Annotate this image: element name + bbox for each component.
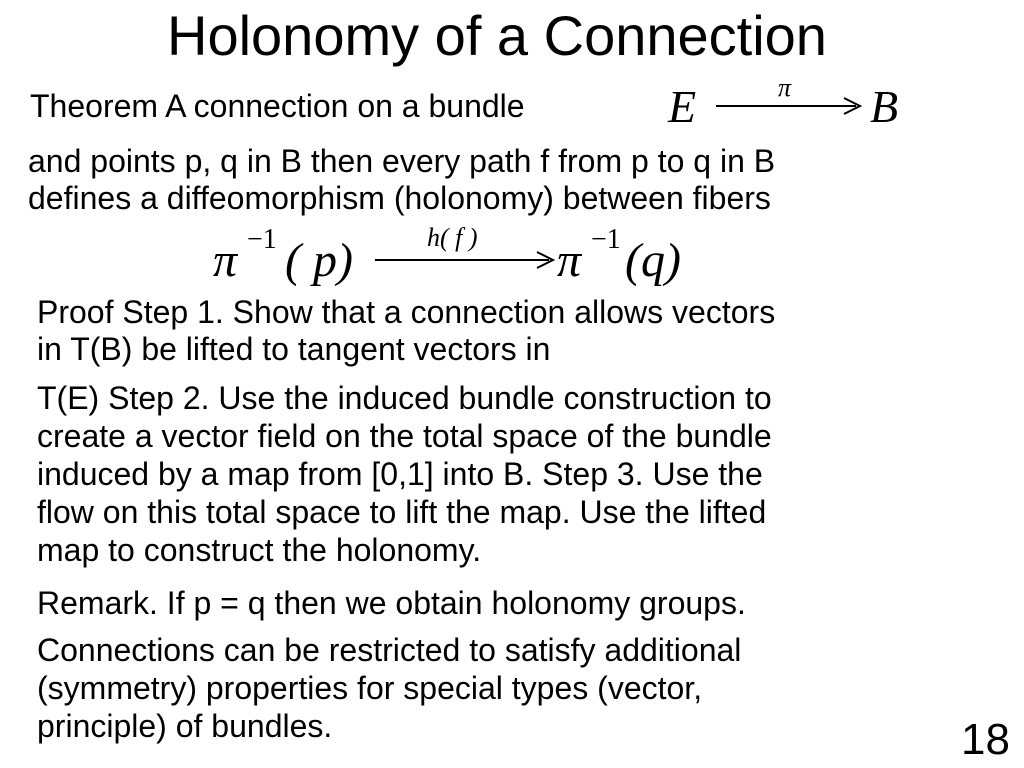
slide-title: Holonomy of a Connection: [167, 4, 827, 67]
proof-line-2: in T(B) be lifted to tangent vectors in: [37, 331, 551, 367]
inverse-exponent-source: −1: [247, 224, 277, 255]
holonomy-arrow-label: h( f ): [427, 223, 478, 252]
theorem-line-3: defines a diffeomorphism (holonomy) between fibers: [28, 180, 771, 216]
pi-symbol-target: π: [557, 234, 582, 287]
inverse-exponent-target: −1: [591, 224, 621, 255]
proof-line-6: flow on this total space to lift the map. Use the lifted: [37, 494, 767, 530]
bundle-target-symbol: B: [870, 81, 899, 132]
proof-line-7: map to construct the holonomy.: [37, 532, 482, 568]
proof-line-1: Proof Step 1. Show that a connection allows vectors: [37, 294, 776, 330]
bundle-projection-diagram: [660, 72, 920, 134]
source-fiber-argument: ( p): [285, 234, 353, 287]
remark-line-3: (symmetry) properties for special types (vector,: [37, 670, 703, 706]
theorem-line-2: and points p, q in B then every path f from p to q in B: [28, 143, 776, 179]
remark-line-1: Remark. If p = q then we obtain holonomy groups.: [37, 585, 746, 621]
proof-line-5: induced by a map from [0,1] into B. Step 3. Use the: [37, 456, 763, 492]
remark-line-4: principle) of bundles.: [37, 708, 333, 744]
proof-line-3: T(E) Step 2. Use the induced bundle construction to: [37, 380, 772, 416]
slide-page-number: 18: [961, 715, 1010, 764]
holonomy-map-formula: [205, 220, 705, 290]
bundle-source-symbol: E: [668, 81, 697, 132]
bundle-arrow-label: π: [778, 73, 792, 102]
pi-symbol-source: π: [213, 234, 238, 287]
theorem-line-1: Theorem A connection on a bundle: [30, 88, 525, 124]
proof-line-4: create a vector field on the total space of the bundle: [37, 418, 772, 454]
target-fiber-argument: (q): [625, 234, 681, 287]
remark-line-2: Connections can be restricted to satisfy additional: [37, 632, 742, 668]
